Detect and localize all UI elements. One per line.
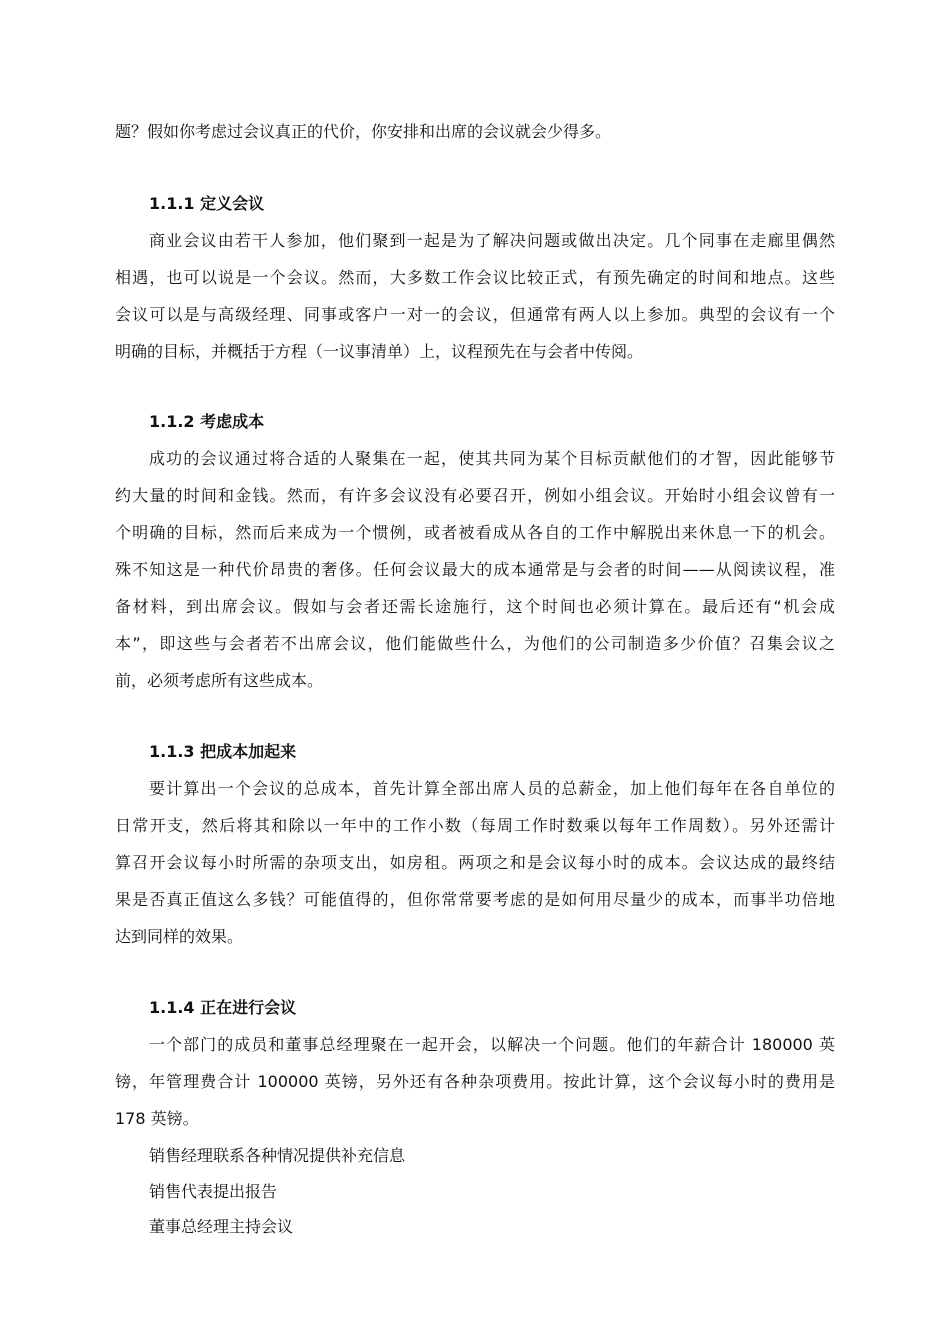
paragraph-line: 一个部门的成员和董事总经理聚在一起开会，以解决一个问题。他们的年薪合计 180000 英 [149,1035,835,1054]
paragraph-line: 商业会议由若干人参加，他们聚到一起是为了解决问题或做出决定。几个同事在走廊里偶然 [149,231,835,250]
paragraph-line: 日常开支，然后将其和除以一年中的工作小数（每周工作时数乘以每年工作周数）。另外还需计 [115,816,835,835]
paragraph-line: 达到同样的效果。 [115,927,244,946]
paragraph-line: 要计算出一个会议的总成本，首先计算全部出席人员的总薪金，加上他们每年在各自单位的 [149,779,835,798]
list-item: 销售代表提出报告 [149,1182,278,1201]
paragraph-line: 果是否真正值这么多钱？可能值得的，但你常常要考虑的是如何用尽量少的成本，而事半功倍地 [115,890,835,909]
list-item: 销售经理联系各种情况提供补充信息 [149,1146,406,1165]
paragraph-line: 镑，年管理费合计 100000 英镑，另外还有各种杂项费用。按此计算，这个会议每小时的费用是 [115,1072,835,1091]
paragraph-line: 殊不知这是一种代价昂贵的奢侈。任何会议最大的成本通常是与会者的时间——从阅读议程，准 [115,560,835,579]
paragraph-line: 相遇，也可以说是一个会议。然而，大多数工作会议比较正式，有预先确定的时间和地点。这些 [115,268,835,287]
paragraph-line: 成功的会议通过将合适的人聚集在一起，使其共同为某个目标贡献他们的才智，因此能够节 [149,449,835,468]
paragraph-line: 个明确的目标，然而后来成为一个惯例，或者被看成从各自的工作中解脱出来休息一下的机会。 [115,523,835,542]
paragraph-line: 明确的目标，并概括于方程（一议事清单）上，议程预先在与会者中传阅。 [115,342,644,361]
section-heading-1-1-3: 1.1.3 把成本加起来 [149,742,297,761]
list-item: 董事总经理主持会议 [149,1217,294,1236]
section-heading-1-1-4: 1.1.4 正在进行会议 [149,998,297,1017]
paragraph-line: 178 英镑。 [115,1109,199,1128]
paragraph-line: 前，必须考虑所有这些成本。 [115,671,324,690]
intro-tail-line: 题？假如你考虑过会议真正的代价，你安排和出席的会议就会少得多。 [115,122,612,141]
section-heading-1-1-2: 1.1.2 考虑成本 [149,412,265,431]
paragraph-line: 本”，即这些与会者若不出席会议，他们能做些什么，为他们的公司制造多少价值？召集会议之 [115,634,835,653]
paragraph-line: 会议可以是与高级经理、同事或客户一对一的会议，但通常有两人以上参加。典型的会议有一个 [115,305,835,324]
section-heading-1-1-1: 1.1.1 定义会议 [149,194,265,213]
paragraph-line: 算召开会议每小时所需的杂项支出，如房租。两项之和是会议每小时的成本。会议达成的最终结 [115,853,835,872]
paragraph-line: 备材料，到出席会议。假如与会者还需长途施行，这个时间也必须计算在。最后还有“机会成 [115,597,835,616]
paragraph-line: 约大量的时间和金钱。然而，有许多会议没有必要召开，例如小组会议。开始时小组会议曾有一 [115,486,835,505]
